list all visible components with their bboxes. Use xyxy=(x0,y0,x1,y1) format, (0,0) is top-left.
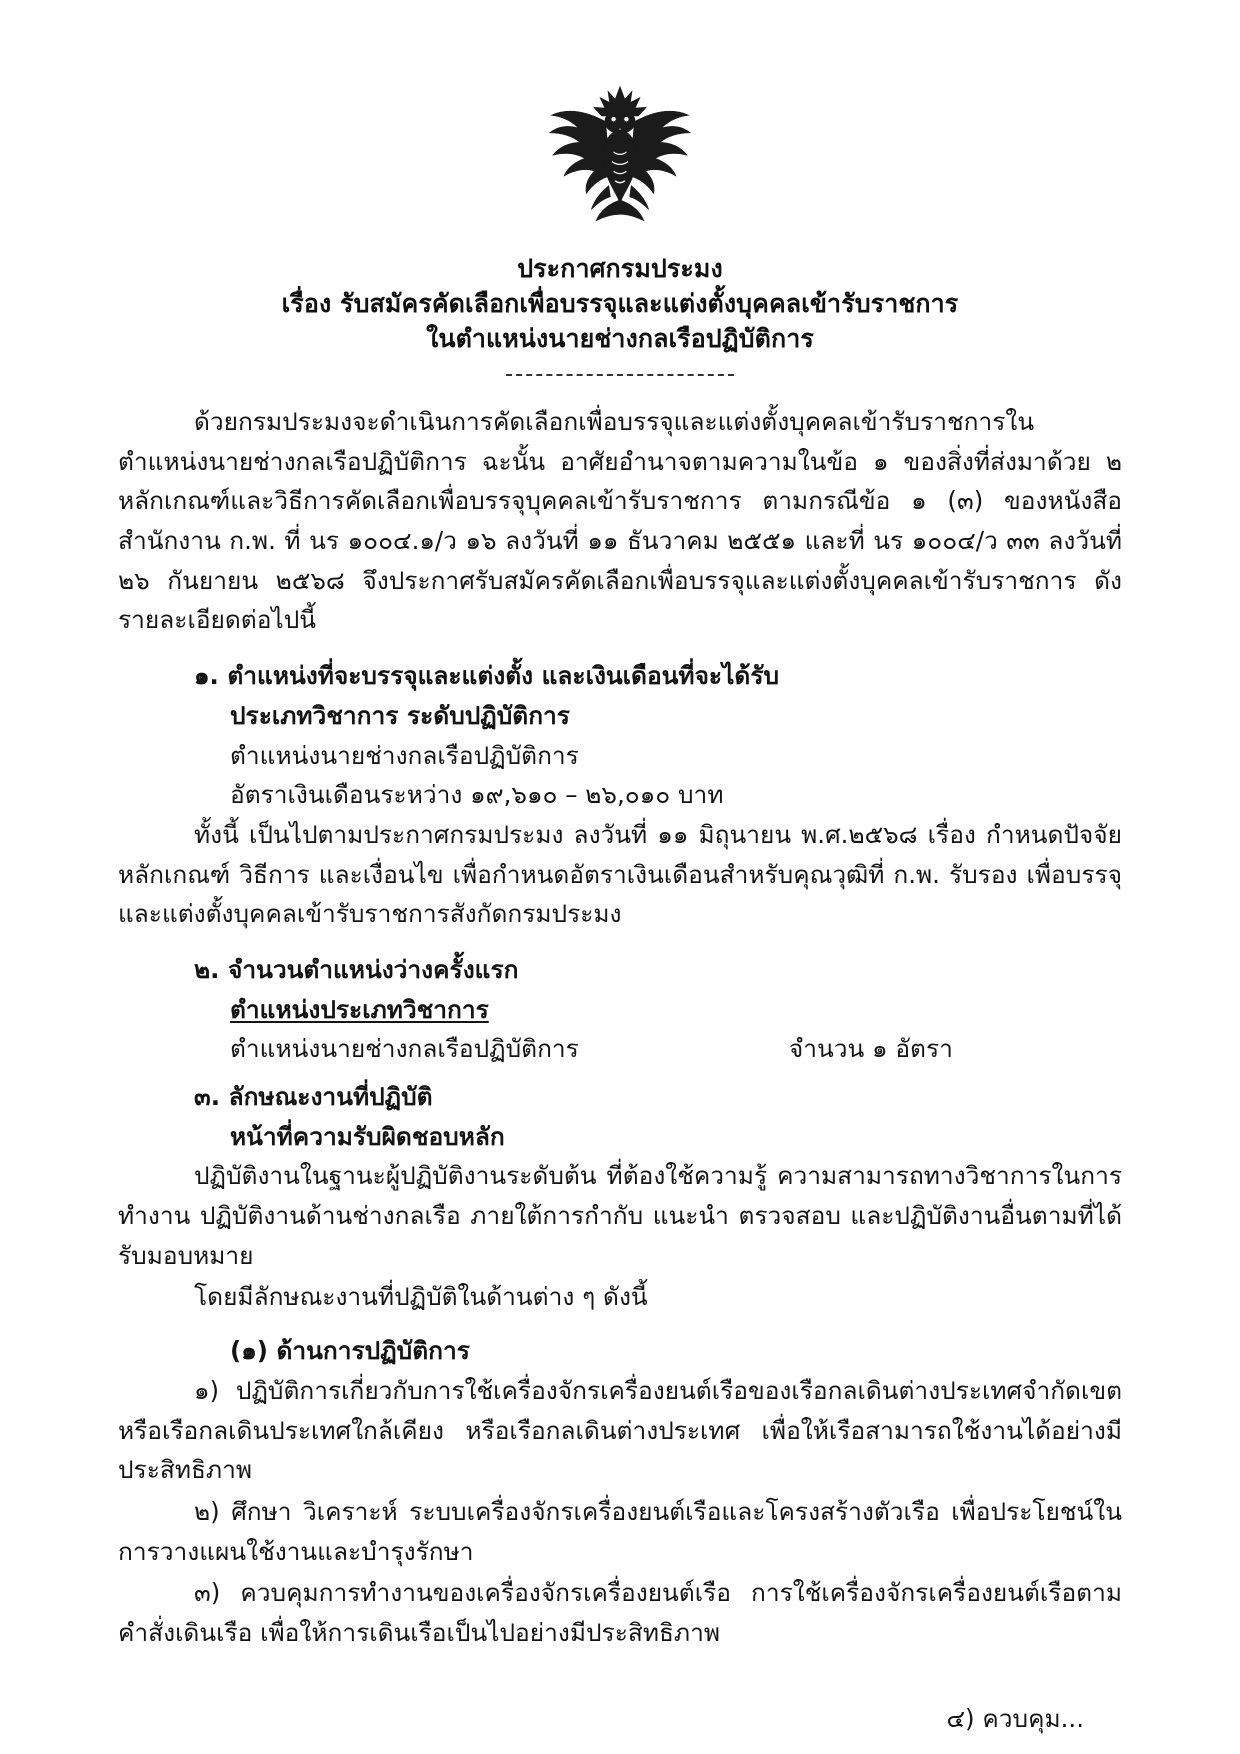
intro-paragraph: ด้วยกรมประมงจะดำเนินการคัดเลือกเพื่อบรรจุและแต่งตั้งบุคคลเข้ารับราชการในตำแหน่งนายช่างกลเรือปฏิบัติการ ฉะนั้น อาศัยอำนาจตามความในข้อ ๑ ของสิ่งที่ส่งมาด้วย ๒ หลักเกณฑ์และวิธีการคัดเลือกเพื่อบรรจุบุคคลเข้ารับราชการ ตามกรณีข้อ ๑ (๓) ของหนังสือสำนักงาน ก.พ. ที่ นร ๑๐๐๔.๑/ว ๑๖ ลงวันที่ ๑๑ ธันวาคม ๒๕๕๑ และที่ นร ๑๐๐๔/ว ๓๓ ลงวันที่ ๒๖ กันยายน ๒๕๖๘ จึงประกาศรับสมัครคัดเลือกเพื่อบรรจุและแต่งตั้งบุคคลเข้ารับราชการ ดังรายละเอียดต่อไปนี้ xyxy=(118,407,1122,635)
row-spacer xyxy=(579,1029,789,1069)
spacer xyxy=(118,936,1122,950)
announcement-title-line-2: เรื่อง รับสมัครคัดเลือกเพื่อบรรจุและแต่งตั้งบุคคลเข้ารับราชการ xyxy=(281,289,959,318)
section-3-item-2: ๒) ศึกษา วิเคราะห์ ระบบเครื่องจักรเครื่องยนต์เรือและโครงสร้างตัวเรือ เพื่อประโยชน์ในการวางแผนใช้งานและบำรุงรักษา xyxy=(118,1496,1122,1566)
announcement-title-line-3: ในตำแหน่งนายช่างกลเรือปฏิบัติการ xyxy=(426,324,814,353)
title-block xyxy=(118,251,1122,376)
document-body xyxy=(118,402,1122,1738)
title-divider xyxy=(506,374,734,376)
vacancy-count-value: จำนวน ๑ อัตรา xyxy=(788,1034,953,1064)
page-continuation-note: ๔) ควบคุม... xyxy=(946,1703,1084,1733)
section-3-lead-in: โดยมีลักษณะงานที่ปฏิบัติในด้านต่าง ๆ ดังนี้ xyxy=(194,1282,648,1312)
section-3-heading: ๓. ลักษณะงานที่ปฏิบัติ xyxy=(194,1082,433,1111)
spacer xyxy=(118,1069,1122,1077)
section-1-salary: อัตราเงินเดือนระหว่าง ๑๙,๖๑๐ – ๒๖,๐๑๐ บาท xyxy=(230,780,724,810)
section-1-position: ตำแหน่งนายช่างกลเรือปฏิบัติการ xyxy=(230,740,579,770)
section-3-subheading: หน้าที่ความรับผิดชอบหลัก xyxy=(230,1121,505,1151)
announcement-title-line-1: ประกาศกรมประมง xyxy=(517,254,723,283)
section-2-heading: ๒. จำนวนตำแหน่งว่างครั้งแรก xyxy=(194,954,519,984)
emblem-container xyxy=(118,80,1122,245)
section-1-heading: ๑. ตำแหน่งที่จะบรรจุและแต่งตั้ง และเงินเดือนที่จะได้รับ xyxy=(194,661,780,691)
section-3-item-1: ๑) ปฏิบัติการเกี่ยวกับการใช้เครื่องจักรเครื่องยนต์เรือของเรือกลเดินต่างประเทศจำกัดเขต หรือเรือกลเดินประเทศใกล้เคียง หรือเรือกลเดินต่างประเทศ เพื่อให้เรือสามารถใช้งานได้อย่างมีประสิทธิภาพ xyxy=(118,1375,1122,1485)
section-3-item-3: ๓) ควบคุมการทำงานของเครื่องจักรเครื่องยนต์เรือ การใช้เครื่องจักรเครื่องยนต์เรือตามคำสั่งเดินเรือ เพื่อให้การเดินเรือเป็นไปอย่างมีประสิทธิภาพ xyxy=(118,1578,1122,1647)
section-2-subheading: ตำแหน่งประเภทวิชาการ xyxy=(230,994,489,1024)
garuda-emblem xyxy=(540,80,700,240)
section-3-subsection-heading: (๑) ด้านการปฏิบัติการ xyxy=(230,1336,470,1366)
vacancy-position-label: ตำแหน่งนายช่างกลเรือปฏิบัติการ xyxy=(230,1034,579,1064)
section-1-note: ทั้งนี้ เป็นไปตามประกาศกรมประมง ลงวันที่ ๑๑ มิถุนายน พ.ศ.๒๕๖๘ เรื่อง กำหนดปัจจัย หลักเกณฑ์ วิธีการ และเงื่อนไข เพื่อกำหนดอัตราเงินเดือนสำหรับคุณวุฒิที่ ก.พ. รับรอง เพื่อบรรจุและแต่งตั้งบุคคลเข้ารับราชการสังกัดกรมประมง xyxy=(118,819,1122,929)
section-3-paragraph: ปฏิบัติงานในฐานะผู้ปฏิบัติงานระดับต้น ที่ต้องใช้ความรู้ ความสามารถทางวิชาการในการทำงาน ปฏิบัติงานด้านช่างกลเรือ ภายใต้การกำกับ แนะนำ ตรวจสอบ และปฏิบัติงานอื่นตามที่ได้รับมอบหมาย xyxy=(118,1161,1122,1270)
spacer xyxy=(118,642,1122,656)
section-1-category: ประเภทวิชาการ ระดับปฏิบัติการ xyxy=(230,700,570,730)
section-2-vacancy-row xyxy=(118,1029,1122,1069)
spacer xyxy=(118,1317,1122,1331)
